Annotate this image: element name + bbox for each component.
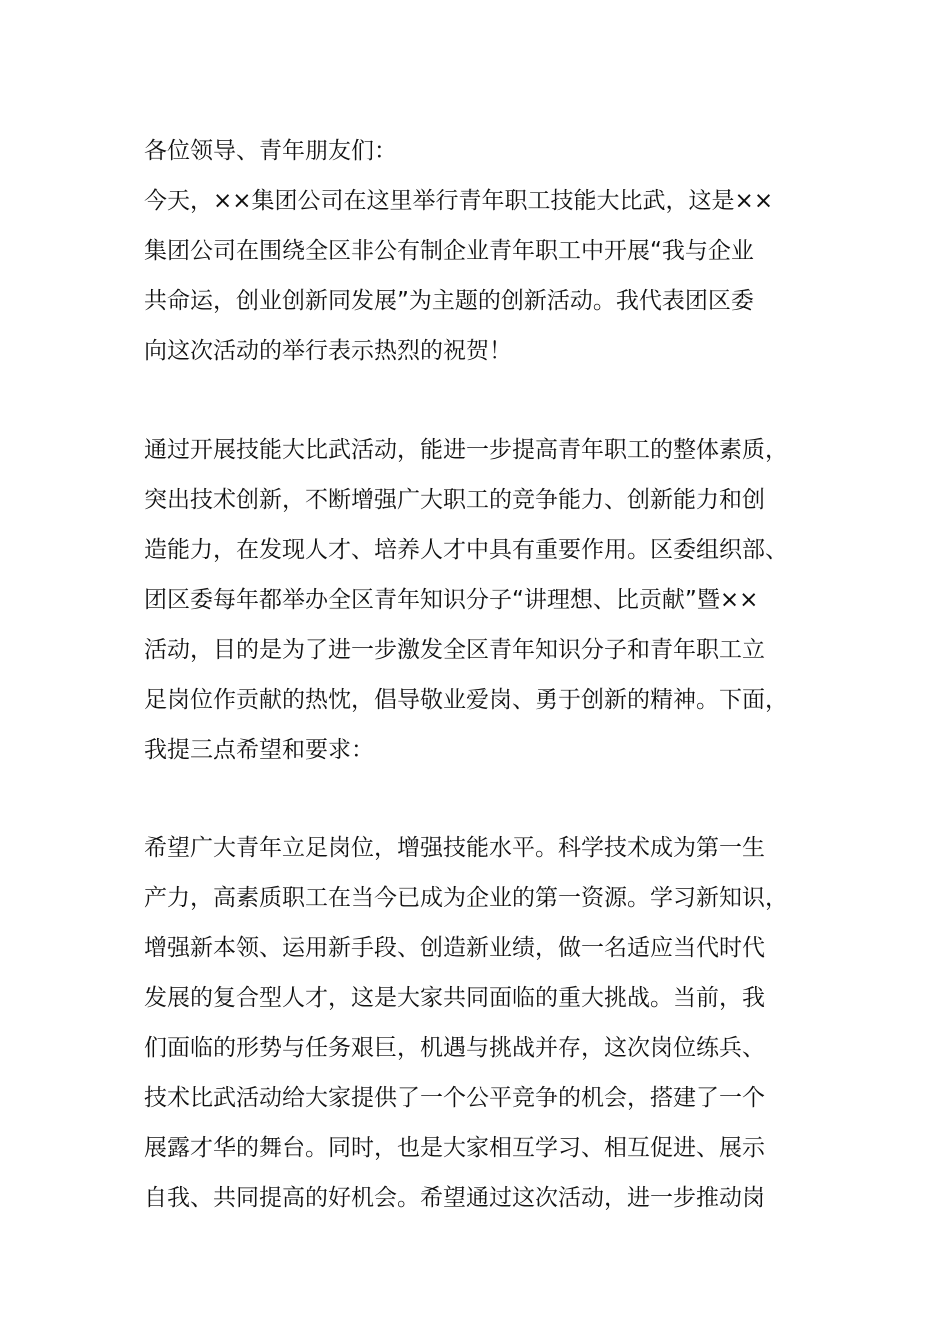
paragraph-2-line: 团区委每年都举办全区青年知识分子“讲理想、比贡献”暨×× [144,587,759,613]
paragraph-3-line: 希望广大青年立足岗位，增强技能水平。科学技术成为第一生 [144,835,765,861]
paragraph-2-line: 造能力，在发现人才、培养人才中具有重要作用。区委组织部、 [144,537,788,563]
paragraph-3-line: 增强新本领、运用新手段、创造新业绩，做一名适应当代时代 [144,935,765,961]
paragraph-1-line: 集团公司在围绕全区非公有制企业青年职工中开展“我与企业 [144,238,754,264]
paragraph-1-line: 向这次活动的举行表示热烈的祝贺！ [144,338,512,364]
paragraph-3-line: 们面临的形势与任务艰巨，机遇与挑战并存，这次岗位练兵、 [144,1035,765,1061]
paragraph-1-line: 今天，××集团公司在这里举行青年职工技能大比武，这是×× [144,188,774,214]
paragraph-1-line: 共命运，创业创新同发展”为主题的创新活动。我代表团区委 [144,288,754,314]
paragraph-3-line: 自我、共同提高的好机会。希望通过这次活动，进一步推动岗 [144,1185,765,1211]
paragraph-3-line: 展露才华的舞台。同时，也是大家相互学习、相互促进、展示 [144,1135,765,1161]
salutation: 各位领导、青年朋友们： [144,138,397,164]
paragraph-3-line: 发展的复合型人才，这是大家共同面临的重大挑战。当前，我 [144,985,765,1011]
paragraph-3-line: 技术比武活动给大家提供了一个公平竞争的机会，搭建了一个 [144,1085,765,1111]
paragraph-3-line: 产力，高素质职工在当今已成为企业的第一资源。学习新知识， [144,885,788,911]
paragraph-1-block [144,126,824,376]
paragraph-2-line: 我提三点希望和要求： [144,737,374,763]
paragraph-2-line: 通过开展技能大比武活动，能进一步提高青年职工的整体素质， [144,437,788,463]
paragraph-2-line: 突出技术创新，不断增强广大职工的竞争能力、创新能力和创 [144,487,765,513]
paragraph-2-line: 足岗位作贡献的热忱，倡导敬业爱岗、勇于创新的精神。下面， [144,687,788,713]
paragraph-2-block [144,425,824,775]
paragraph-2-line: 活动，目的是为了进一步激发全区青年知识分子和青年职工立 [144,637,765,663]
paragraph-3-block [144,823,824,1223]
